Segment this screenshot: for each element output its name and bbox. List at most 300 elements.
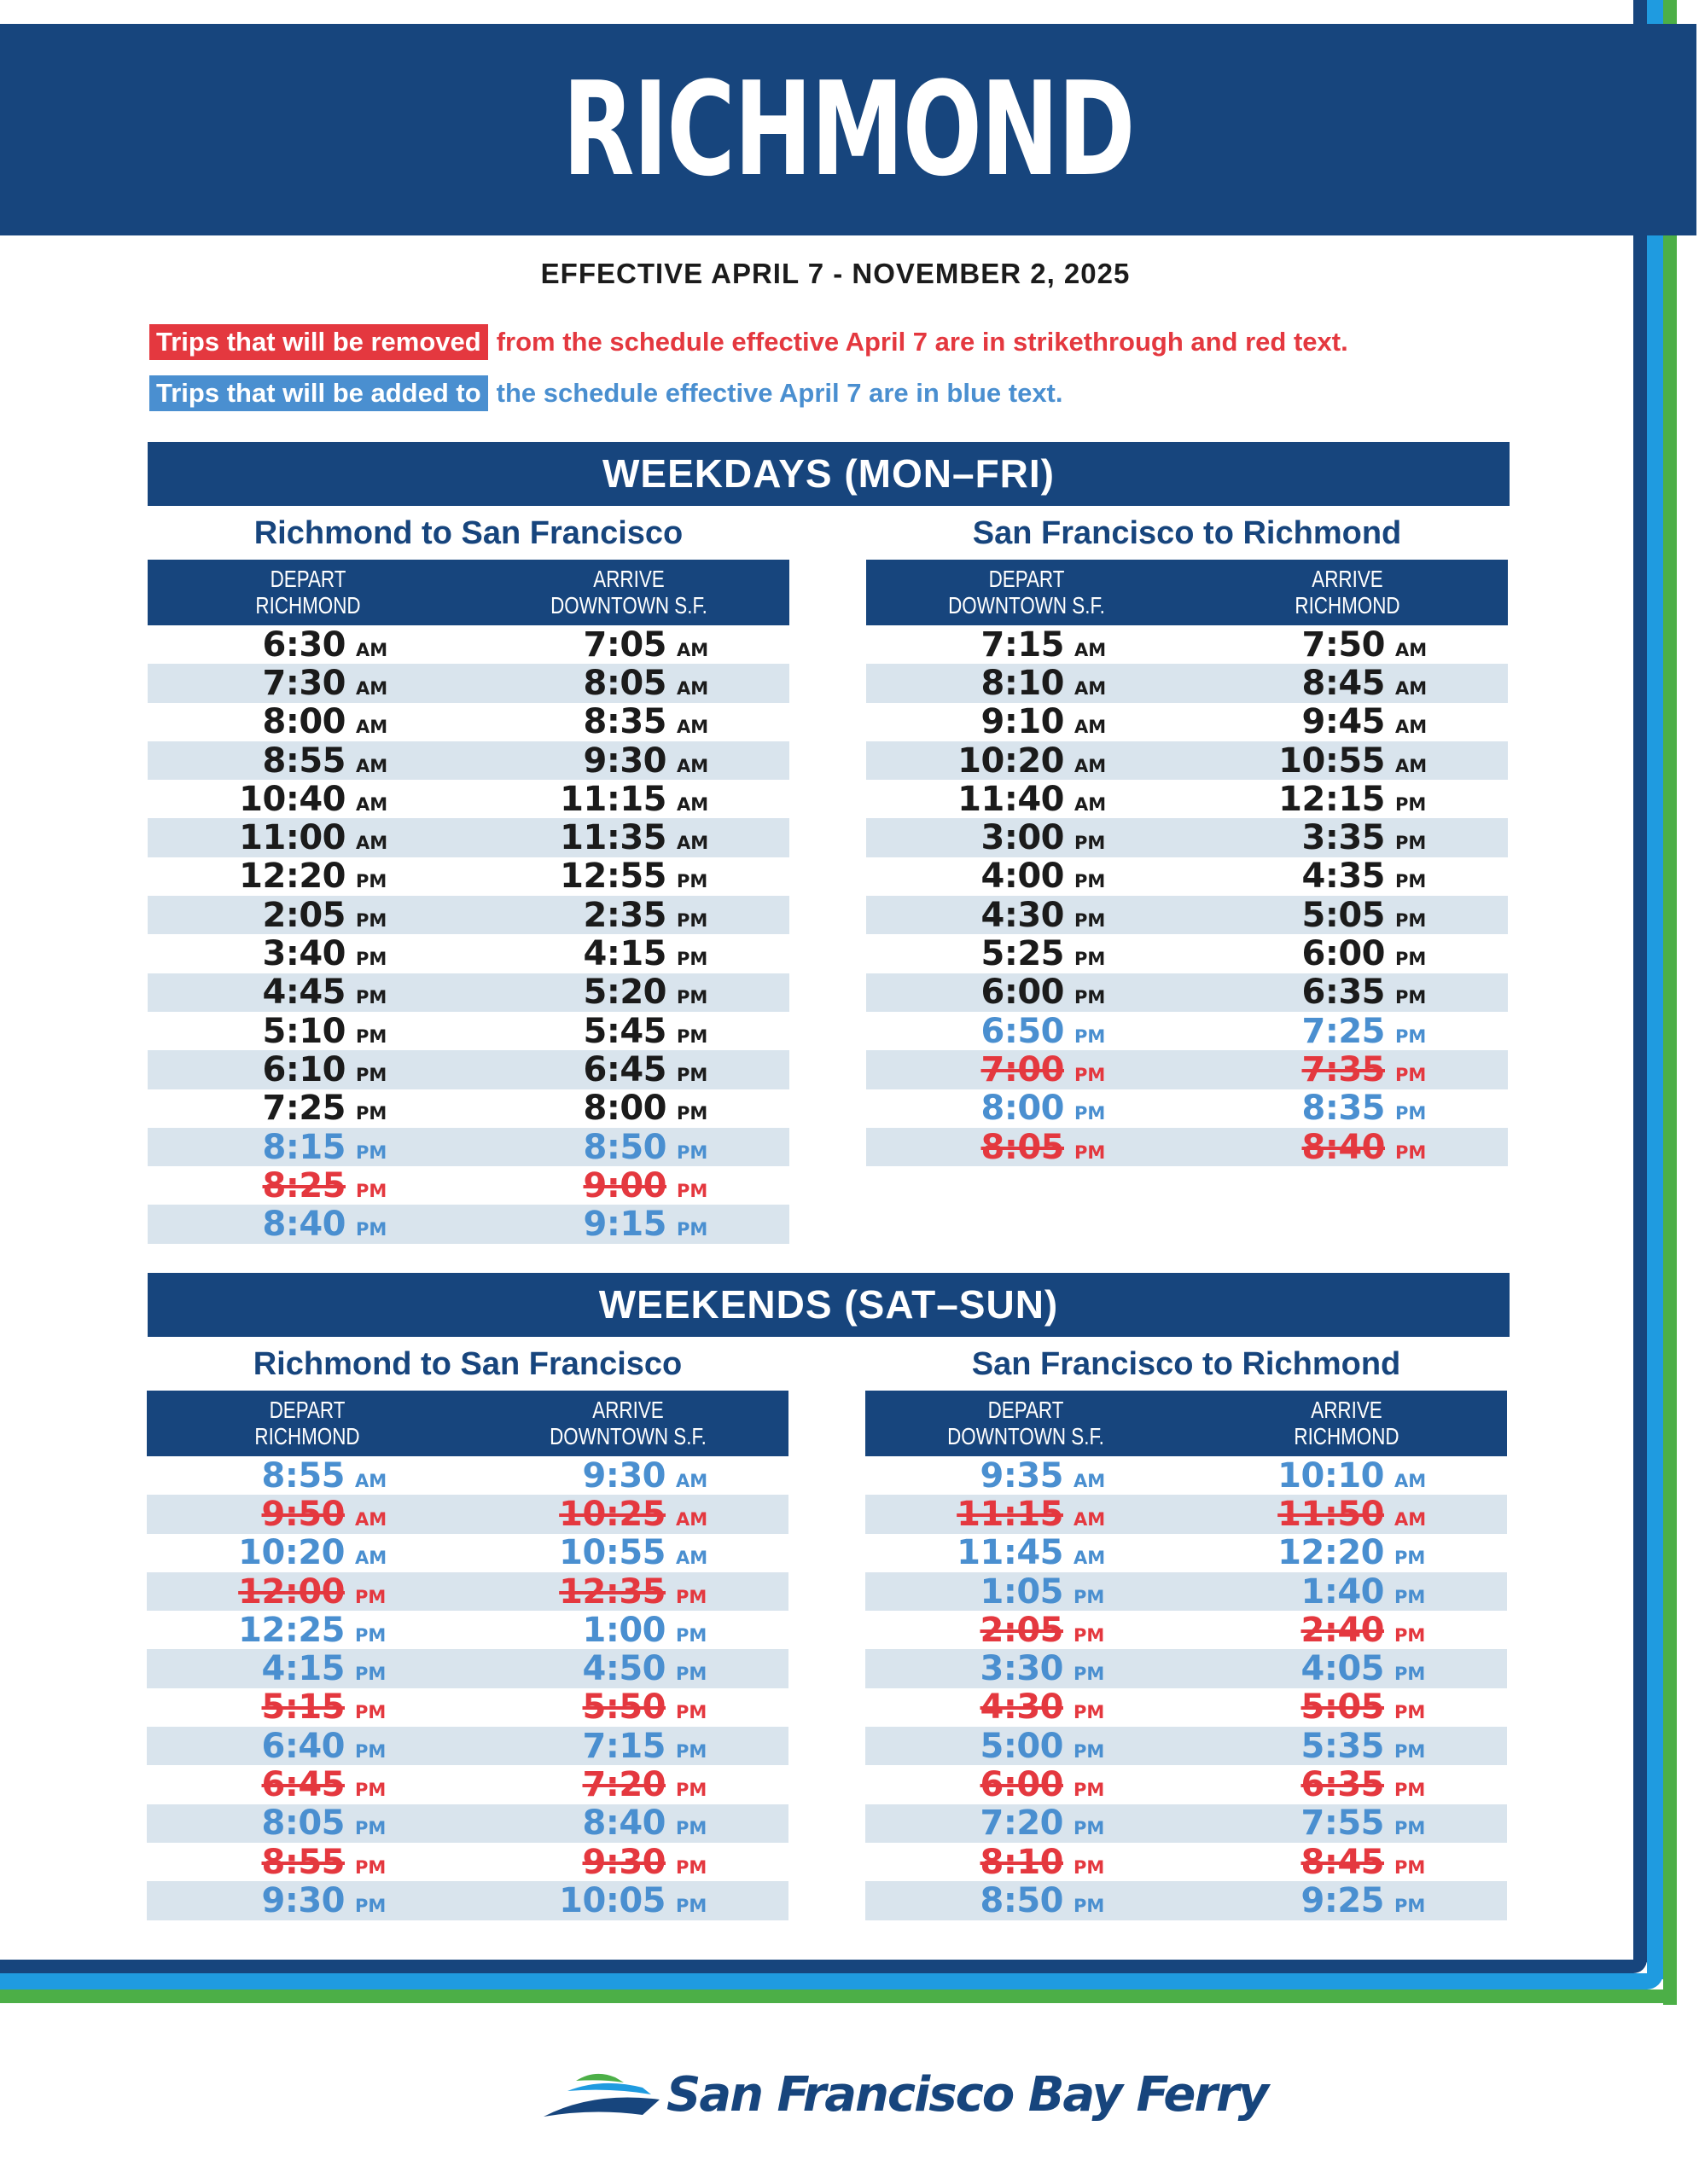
depart-time: 11:15 — [957, 1494, 1063, 1534]
depart-time-period: PM — [1074, 1025, 1106, 1047]
depart-time: 7:15 — [980, 624, 1064, 665]
depart-time-cell — [147, 1687, 468, 1727]
depart-time-cell — [148, 818, 468, 857]
depart-time-cell — [866, 934, 1187, 973]
depart-time-cell — [865, 1495, 1186, 1534]
table-row — [866, 741, 1508, 780]
table-row — [148, 818, 789, 857]
arrive-time-period: PM — [677, 1219, 708, 1240]
arrive-time-period: PM — [1394, 1818, 1426, 1839]
arrive-time: 10:55 — [1278, 741, 1385, 781]
depart-time: 7:25 — [262, 1089, 346, 1129]
arrive-time-period: PM — [1394, 1895, 1426, 1916]
depart-time: 4:30 — [980, 895, 1064, 935]
arrive-time-cell — [468, 1765, 788, 1804]
table-row — [865, 1843, 1507, 1881]
arrive-time-cell — [1186, 1611, 1507, 1650]
depart-time: 10:20 — [238, 1533, 345, 1573]
depart-time-cell — [866, 702, 1187, 741]
arrive-time: 10:10 — [1277, 1455, 1384, 1496]
weekends-richmond-to-sf-table — [147, 1339, 788, 1920]
arrive-time-cell — [468, 1205, 789, 1244]
arrive-time-cell — [468, 702, 789, 741]
effective-dates: EFFECTIVE APRIL 7 - NOVEMBER 2, 2025 — [540, 258, 1131, 289]
arrive-time-period: PM — [676, 1818, 707, 1839]
arrive-time-cell — [1186, 1727, 1507, 1766]
depart-time-period: PM — [1074, 833, 1106, 854]
depart-time: 12:00 — [238, 1571, 345, 1612]
depart-time-cell — [148, 1050, 468, 1089]
arrive-time-cell — [468, 1012, 789, 1051]
table-row — [148, 780, 789, 818]
table-row — [147, 1843, 788, 1881]
depart-time-period: PM — [356, 949, 387, 970]
depart-time-cell — [865, 1611, 1186, 1650]
arrive-time-cell — [468, 741, 789, 781]
depart-time: 5:25 — [980, 934, 1064, 974]
arrive-time-cell — [1186, 1456, 1507, 1496]
arrive-time-cell — [1187, 702, 1508, 741]
table-row — [866, 1050, 1508, 1089]
arrive-time: 8:35 — [583, 702, 666, 742]
arrive-time-cell — [468, 1881, 788, 1920]
arrive-time-cell — [468, 1727, 788, 1766]
depart-time-cell — [147, 1611, 468, 1650]
depart-time-cell — [148, 741, 468, 781]
table-row — [865, 1881, 1507, 1920]
depart-time-period: AM — [356, 677, 388, 699]
table-row — [147, 1572, 788, 1611]
arrive-time-period: AM — [677, 833, 709, 854]
arrive-time-cell — [468, 1649, 788, 1688]
depart-time-cell — [866, 1050, 1187, 1089]
depart-time: 11:00 — [239, 818, 346, 858]
depart-time: 6:00 — [980, 1765, 1063, 1805]
arrive-time-period: PM — [1394, 1780, 1426, 1801]
arrive-time: 7:20 — [582, 1765, 666, 1805]
table-row — [148, 896, 789, 934]
table-row — [147, 1534, 788, 1572]
table-row — [865, 1611, 1507, 1649]
depart-time-cell — [147, 1843, 468, 1882]
arrive-time-cell — [1187, 818, 1508, 857]
depart-time: 8:50 — [980, 1880, 1063, 1920]
depart-time-cell — [866, 780, 1187, 819]
depart-time-period: PM — [1074, 1702, 1105, 1723]
depart-time-cell — [148, 1012, 468, 1051]
table-row — [148, 934, 789, 973]
arrive-time-period: AM — [1394, 1508, 1427, 1530]
arrive-time: 2:40 — [1300, 1610, 1384, 1650]
depart-time-period: PM — [1074, 1818, 1105, 1839]
arrive-time: 5:20 — [583, 973, 666, 1013]
arrive-time: 11:35 — [560, 818, 666, 858]
arrive-time-period: AM — [1395, 755, 1428, 776]
arrive-time: 9:30 — [582, 1455, 666, 1496]
depart-time-period: PM — [1074, 987, 1106, 1008]
arrive-time-period: PM — [676, 1895, 707, 1916]
depart-time-period: AM — [356, 793, 388, 815]
depart-time-cell — [866, 896, 1187, 935]
arrive-time-period: AM — [677, 755, 709, 776]
arrive-time: 9:25 — [1300, 1880, 1384, 1920]
arrive-time: 7:05 — [583, 624, 666, 665]
legend-added-text: the schedule effective April 7 are in blue text. — [496, 378, 1063, 408]
arrive-time: 8:40 — [582, 1804, 666, 1844]
table-row — [147, 1765, 788, 1804]
arrive-time-cell — [1187, 896, 1508, 935]
depart-time: 9:10 — [980, 702, 1064, 742]
table-row — [148, 1205, 789, 1243]
arrive-time-period: AM — [1395, 639, 1428, 660]
arrive-time-period: PM — [677, 987, 708, 1008]
depart-time-cell — [148, 1128, 468, 1167]
depart-time-period: PM — [1074, 1586, 1105, 1607]
depart-time-cell — [148, 973, 468, 1012]
table-row — [147, 1495, 788, 1533]
table-row — [866, 1128, 1508, 1166]
depart-time-period: AM — [356, 717, 388, 738]
arrive-time: 4:15 — [583, 934, 666, 974]
depart-time: 9:50 — [261, 1494, 345, 1534]
arrive-time: 2:35 — [583, 895, 666, 935]
depart-time-cell — [865, 1804, 1186, 1843]
depart-time: 8:00 — [262, 702, 346, 742]
arrive-time-period: PM — [677, 909, 708, 931]
depart-time: 10:40 — [239, 779, 346, 819]
legend-removed — [149, 324, 1348, 360]
arrive-time-period: PM — [1394, 1624, 1426, 1646]
column-header — [147, 1391, 788, 1456]
depart-time-cell — [866, 818, 1187, 857]
arrive-time-cell — [468, 1611, 788, 1650]
arrive-time-period: PM — [677, 1103, 708, 1124]
depart-time: 9:30 — [261, 1880, 345, 1920]
depart-time-period: PM — [356, 1141, 387, 1163]
legend-removed-box: Trips that will be removed — [149, 324, 488, 360]
depart-time: 8:40 — [262, 1205, 346, 1245]
depart-time: 7:00 — [980, 1049, 1064, 1089]
frame-stripe-light-blue-bottom — [0, 1973, 1663, 1989]
arrive-time-period: AM — [1395, 717, 1428, 738]
depart-time-period: PM — [356, 1219, 387, 1240]
arrive-time: 8:45 — [1301, 663, 1385, 703]
depart-time: 3:00 — [980, 818, 1064, 858]
arrive-time-period: PM — [1394, 1664, 1426, 1685]
arrive-time-period: PM — [676, 1740, 707, 1762]
depart-time-cell — [147, 1572, 468, 1612]
depart-time: 8:00 — [980, 1089, 1064, 1129]
arrive-time-cell — [468, 1533, 788, 1572]
arrive-time-period: PM — [677, 1064, 708, 1085]
table-row — [148, 1166, 789, 1205]
frame-stripe-green — [1663, 0, 1677, 2005]
arrive-time-period: PM — [1394, 1856, 1426, 1878]
arrive-time-cell — [1186, 1687, 1507, 1727]
table-row — [148, 625, 789, 664]
depart-time-cell — [866, 973, 1187, 1012]
depart-time: 6:45 — [261, 1765, 345, 1805]
frame-stripe-navy-bottom — [0, 1960, 1647, 1973]
arrive-time-period: PM — [676, 1856, 707, 1878]
frame-stripe-green-bottom — [0, 1989, 1677, 2003]
depart-time: 6:00 — [980, 973, 1064, 1013]
arrive-time: 8:50 — [583, 1127, 666, 1167]
arrive-time-period: PM — [1395, 909, 1427, 931]
arrive-time-cell — [468, 1687, 788, 1727]
depart-time-period: AM — [356, 833, 388, 854]
arrive-time-period: PM — [676, 1702, 707, 1723]
arrive-time: 6:35 — [1301, 973, 1385, 1013]
depart-time-period: AM — [355, 1548, 387, 1569]
arrive-time-cell — [1187, 1012, 1508, 1051]
depart-time-period: PM — [355, 1740, 387, 1762]
arrive-time: 7:55 — [1300, 1804, 1384, 1844]
table-row — [866, 780, 1508, 818]
table-row — [147, 1688, 788, 1727]
depart-time-period: PM — [1074, 1780, 1105, 1801]
depart-time: 1:05 — [980, 1571, 1063, 1612]
depart-time-cell — [865, 1572, 1186, 1612]
arrive-time-cell — [1186, 1495, 1507, 1534]
depart-time: 3:40 — [262, 934, 346, 974]
depart-time: 8:15 — [262, 1127, 346, 1167]
arrive-time-period: PM — [1395, 1025, 1427, 1047]
arrive-time-period: PM — [1394, 1740, 1426, 1762]
depart-time-period: AM — [1074, 639, 1107, 660]
depart-time-cell — [148, 857, 468, 896]
arrive-time-period: AM — [677, 639, 709, 660]
table-row — [148, 1050, 789, 1089]
arrive-time: 5:05 — [1300, 1687, 1384, 1728]
arrive-time-cell — [468, 1456, 788, 1496]
arrive-time-cell — [1186, 1572, 1507, 1612]
route-title: Richmond to San Francisco — [253, 1346, 683, 1382]
arrive-time-cell — [1187, 934, 1508, 973]
arrive-time-period: PM — [677, 1180, 708, 1201]
depart-time-cell — [147, 1456, 468, 1496]
depart-time-cell — [866, 664, 1187, 703]
arrive-time: 12:35 — [559, 1571, 666, 1612]
depart-time: 6:10 — [262, 1049, 346, 1089]
arrive-time-cell — [1186, 1881, 1507, 1920]
arrive-time-cell — [1187, 664, 1508, 703]
arrive-time-period: PM — [676, 1624, 707, 1646]
arrive-time: 11:50 — [1277, 1494, 1384, 1534]
depart-time-cell — [148, 780, 468, 819]
depart-time: 5:15 — [261, 1687, 345, 1728]
depart-time-cell — [865, 1456, 1186, 1496]
table-row — [866, 934, 1508, 973]
arrive-time-period: AM — [676, 1470, 708, 1491]
depart-time: 12:20 — [239, 857, 346, 897]
table-row — [866, 973, 1508, 1012]
depart-time: 7:30 — [262, 663, 346, 703]
depart-time-period: PM — [1074, 1895, 1105, 1916]
depart-column-header: DEPART DOWNTOWN S.F. — [948, 566, 1105, 619]
arrive-time-cell — [468, 934, 789, 973]
depart-time-period: PM — [1074, 1064, 1106, 1085]
depart-time-cell — [865, 1727, 1186, 1766]
arrive-time-period: AM — [677, 793, 709, 815]
arrive-time: 8:05 — [583, 663, 666, 703]
depart-time-period: AM — [355, 1508, 387, 1530]
table-row — [865, 1495, 1507, 1533]
depart-time: 6:50 — [980, 1011, 1064, 1051]
table-row — [865, 1649, 1507, 1687]
arrive-time-cell — [1187, 741, 1508, 781]
depart-time-period: PM — [1074, 1664, 1105, 1685]
arrive-column-header: ARRIVE DOWNTOWN S.F. — [550, 566, 707, 619]
arrive-time-cell — [1186, 1649, 1507, 1688]
depart-time-period: PM — [355, 1856, 387, 1878]
depart-time-period: PM — [1074, 1103, 1106, 1124]
depart-time: 8:05 — [261, 1804, 345, 1844]
table-row — [148, 741, 789, 780]
arrive-time: 9:45 — [1301, 702, 1385, 742]
arrive-time: 4:05 — [1300, 1649, 1384, 1689]
depart-time: 12:25 — [238, 1610, 345, 1650]
arrive-time-period: PM — [677, 871, 708, 892]
depart-time-period: PM — [1074, 1141, 1106, 1163]
arrive-time: 3:35 — [1301, 818, 1385, 858]
arrive-time: 10:55 — [559, 1533, 666, 1573]
arrive-time-cell — [1187, 857, 1508, 896]
depart-time-cell — [147, 1727, 468, 1766]
depart-time-cell — [147, 1765, 468, 1804]
depart-time-cell — [866, 741, 1187, 781]
table-row — [147, 1727, 788, 1765]
depart-time-cell — [148, 625, 468, 665]
route-title: Richmond to San Francisco — [253, 515, 684, 551]
depart-time-period: PM — [355, 1702, 387, 1723]
table-row — [148, 1128, 789, 1166]
arrive-time-period: PM — [1395, 949, 1427, 970]
table-row — [147, 1649, 788, 1687]
arrive-time-period: AM — [676, 1548, 708, 1569]
depart-time-cell — [865, 1649, 1186, 1688]
arrive-time: 8:45 — [1300, 1842, 1384, 1882]
depart-time-period: PM — [355, 1586, 387, 1607]
table-row — [866, 664, 1508, 702]
depart-time-cell — [147, 1649, 468, 1688]
depart-time-period: AM — [356, 639, 388, 660]
depart-time: 4:45 — [262, 973, 346, 1013]
arrive-time: 7:50 — [1301, 624, 1385, 665]
depart-time: 3:30 — [980, 1649, 1063, 1689]
table-row — [866, 703, 1508, 741]
depart-time-cell — [865, 1687, 1186, 1727]
table-row — [865, 1688, 1507, 1727]
arrive-time-cell — [468, 780, 789, 819]
arrive-time: 5:05 — [1301, 895, 1385, 935]
table-row — [866, 818, 1508, 857]
arrive-time-period: PM — [1395, 871, 1427, 892]
depart-time: 11:45 — [957, 1533, 1063, 1573]
weekdays-sf-to-richmond-table — [866, 508, 1508, 1166]
depart-time-period: PM — [356, 871, 387, 892]
depart-time-period: PM — [1074, 1740, 1105, 1762]
arrive-time: 7:25 — [1301, 1011, 1385, 1051]
arrive-time: 9:15 — [583, 1205, 666, 1245]
arrive-time-period: PM — [676, 1780, 707, 1801]
arrive-time-period: PM — [1395, 1064, 1427, 1085]
arrive-time-cell — [468, 1128, 789, 1167]
arrive-time-cell — [1187, 973, 1508, 1012]
table-row — [147, 1804, 788, 1843]
weekdays-richmond-to-sf-table — [148, 508, 789, 1244]
arrive-time: 6:35 — [1300, 1765, 1384, 1805]
depart-time-cell — [866, 1128, 1187, 1167]
arrive-time-period: PM — [677, 949, 708, 970]
legend-added-box: Trips that will be added to — [149, 375, 488, 411]
arrive-column-header: ARRIVE RICHMOND — [1295, 566, 1400, 619]
table-row — [865, 1534, 1507, 1572]
depart-time-cell — [866, 625, 1187, 665]
arrive-time: 9:30 — [582, 1842, 666, 1882]
title-banner — [0, 24, 1696, 235]
arrive-time-period: AM — [677, 717, 709, 738]
depart-time-period: AM — [1074, 717, 1107, 738]
depart-time: 10:20 — [957, 741, 1064, 781]
arrive-time-period: PM — [677, 1141, 708, 1163]
arrive-time-cell — [1187, 1089, 1508, 1128]
depart-time-period: PM — [355, 1664, 387, 1685]
frame-stripe-navy — [1633, 0, 1647, 1962]
arrive-time: 5:45 — [583, 1011, 666, 1051]
arrive-time-period: PM — [1395, 793, 1427, 815]
depart-time-period: AM — [1074, 677, 1107, 699]
depart-column-header: DEPART RICHMOND — [255, 566, 361, 619]
depart-time-period: AM — [1074, 755, 1107, 776]
arrive-time-period: PM — [1395, 1103, 1427, 1124]
weekdays-section-title: WEEKDAYS (MON–FRI) — [148, 442, 1510, 506]
depart-time: 8:25 — [262, 1165, 346, 1205]
depart-time: 11:40 — [957, 779, 1064, 819]
depart-time-period: PM — [356, 987, 387, 1008]
table-row — [147, 1456, 788, 1495]
depart-time-period: PM — [1074, 1624, 1105, 1646]
table-row — [148, 1012, 789, 1050]
depart-column-header: DEPART DOWNTOWN S.F. — [947, 1397, 1104, 1449]
table-row — [865, 1765, 1507, 1804]
depart-time-period: PM — [1074, 909, 1106, 931]
depart-time: 8:55 — [262, 741, 346, 781]
depart-time-cell — [865, 1843, 1186, 1882]
depart-time: 4:00 — [980, 857, 1064, 897]
arrive-time: 5:35 — [1300, 1726, 1384, 1766]
arrive-time-period: AM — [676, 1508, 708, 1530]
arrive-time: 8:40 — [1301, 1127, 1385, 1167]
depart-time-cell — [148, 1205, 468, 1244]
arrive-time-cell — [468, 1572, 788, 1612]
route-title: San Francisco to Richmond — [972, 515, 1402, 551]
column-header — [865, 1391, 1507, 1456]
arrive-time: 7:35 — [1301, 1049, 1385, 1089]
depart-time-cell — [866, 857, 1187, 896]
table-row — [865, 1727, 1507, 1765]
depart-time-period: PM — [356, 1025, 387, 1047]
logo-text: San Francisco Bay Ferry — [666, 2066, 1268, 2123]
route-title: San Francisco to Richmond — [971, 1346, 1401, 1382]
arrive-time-period: PM — [676, 1664, 707, 1685]
depart-time-period: AM — [1074, 793, 1107, 815]
table-row — [148, 1089, 789, 1128]
depart-time-period: AM — [356, 755, 388, 776]
page-title: RICHMOND — [562, 54, 1134, 205]
arrive-time: 4:50 — [582, 1649, 666, 1689]
arrive-time-cell — [1186, 1843, 1507, 1882]
